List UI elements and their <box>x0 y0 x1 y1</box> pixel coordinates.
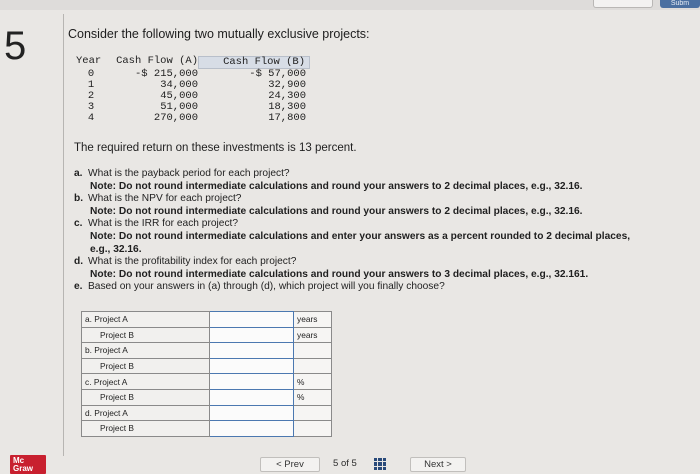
page-of: of <box>340 458 349 469</box>
cash-flow-a-cell: 270,000 <box>153 112 198 124</box>
required-return-text: The required return on these investments is 13 percent. <box>74 142 357 154</box>
answer-label: c. Project A <box>82 374 210 390</box>
question-note: Note: Do not round intermediate calculations and enter your answers as a percent rounded to 2 decimal places, e.g., 32.16. <box>90 230 631 255</box>
grid-icon[interactable] <box>374 458 386 470</box>
question-letter: d. <box>74 256 84 268</box>
cash-flow-b-cell: 18,300 <box>268 101 306 113</box>
payback-a-field[interactable] <box>210 312 293 327</box>
npv-a-field[interactable] <box>210 343 293 358</box>
answer-unit <box>294 405 332 421</box>
answer-unit: % <box>294 389 332 405</box>
page-current: 5 <box>333 458 339 469</box>
submit-button[interactable]: Subm <box>660 0 700 8</box>
header-year: Year <box>76 55 102 67</box>
answer-row <box>82 374 332 390</box>
question-item <box>74 218 634 231</box>
answer-row <box>82 343 332 359</box>
question-text: What is the payback period for each project? <box>88 168 290 179</box>
answer-label: Project B <box>82 358 210 374</box>
cash-flow-a-cell: 45,000 <box>160 90 198 102</box>
question-text: Based on your answers in (a) through (d), which project will you finally choose? <box>88 281 445 293</box>
question-item <box>74 193 634 206</box>
answer-unit: % <box>294 374 332 390</box>
cash-flow-a-cell: -$ 215,000 <box>134 68 198 80</box>
answer-row <box>82 421 332 437</box>
answer-label: Project B <box>82 389 210 405</box>
logo-line-2: Graw <box>13 464 34 473</box>
cash-flow-b-cell: 32,900 <box>268 79 306 91</box>
npv-a-input[interactable] <box>210 343 294 359</box>
question-text: What is the NPV for each project? <box>88 193 242 205</box>
irr-a-input[interactable] <box>210 374 294 390</box>
year-cell: 0 <box>87 68 95 80</box>
irr-b-input[interactable] <box>210 389 294 405</box>
prev-button[interactable]: < Prev <box>260 457 320 472</box>
answer-label: a. Project A <box>82 312 210 328</box>
answer-label: d. Project A <box>82 405 210 421</box>
answer-row <box>82 358 332 374</box>
payback-b-input[interactable] <box>210 327 294 343</box>
payback-a-input[interactable] <box>210 312 294 328</box>
page-total: 5 <box>351 458 357 469</box>
question-letter: e. <box>74 281 83 293</box>
answer-label: Project B <box>82 421 210 437</box>
npv-b-field[interactable] <box>210 359 293 374</box>
answer-unit <box>294 358 332 374</box>
answer-row <box>82 389 332 405</box>
irr-a-field[interactable] <box>210 374 293 389</box>
answer-row <box>82 312 332 328</box>
answer-row <box>82 327 332 343</box>
cash-flow-a-cell: 34,000 <box>160 79 198 91</box>
next-button[interactable]: Next > <box>410 457 466 472</box>
header-cash-flow-b: Cash Flow (B) <box>198 56 310 69</box>
cash-flow-a-cell: 51,000 <box>160 101 198 113</box>
cash-flow-b-cell: 17,800 <box>268 112 306 124</box>
question-item <box>74 256 634 269</box>
irr-b-field[interactable] <box>210 390 293 405</box>
question-note: Note: Do not round intermediate calculations and round your answers to 3 decimal places, e.g., 32.161. <box>90 268 589 280</box>
logo-line-1: Mc <box>13 456 25 465</box>
pi-b-field[interactable] <box>210 421 293 436</box>
question-list <box>74 168 634 294</box>
divider <box>63 14 64 456</box>
answer-table <box>81 311 332 437</box>
question-text: What is the IRR for each project? <box>88 218 239 230</box>
npv-b-input[interactable] <box>210 358 294 374</box>
year-cell: 2 <box>87 90 95 102</box>
question-item <box>74 168 634 181</box>
answer-unit: years <box>294 327 332 343</box>
question-number: 5 <box>4 24 27 68</box>
question-letter: c. <box>74 218 83 230</box>
answer-unit <box>294 421 332 437</box>
question-panel <box>68 0 688 474</box>
cash-flow-row <box>76 113 310 124</box>
answer-label: Project B <box>82 327 210 343</box>
answer-label: b. Project A <box>82 343 210 359</box>
cash-flow-table <box>76 56 310 124</box>
answer-row <box>82 405 332 421</box>
answer-unit: years <box>294 312 332 328</box>
question-note: Note: Do not round intermediate calculations and round your answers to 2 decimal places, e.g., 32.16. <box>90 180 583 192</box>
year-cell: 3 <box>87 101 95 113</box>
answer-unit <box>294 343 332 359</box>
publisher-logo <box>10 455 46 474</box>
question-item <box>74 281 634 294</box>
year-cell: 4 <box>87 112 95 124</box>
pi-b-input[interactable] <box>210 421 294 437</box>
payback-b-field[interactable] <box>210 328 293 343</box>
pi-a-input[interactable] <box>210 405 294 421</box>
question-letter: b. <box>74 193 84 205</box>
question-note: Note: Do not round intermediate calculations and round your answers to 2 decimal places, e.g., 32.16. <box>90 205 583 217</box>
pi-a-field[interactable] <box>210 406 293 421</box>
page-indicator <box>333 458 357 469</box>
header-cash-flow-a: Cash Flow (A) <box>116 55 198 67</box>
year-cell: 1 <box>87 79 95 91</box>
question-text: What is the profitability index for each project? <box>88 256 297 268</box>
question-letter: a. <box>74 168 83 179</box>
question-intro: Consider the following two mutually exclusive projects: <box>68 27 370 41</box>
cash-flow-b-cell: 24,300 <box>268 90 306 102</box>
cash-flow-b-cell: -$ 57,000 <box>249 68 306 80</box>
